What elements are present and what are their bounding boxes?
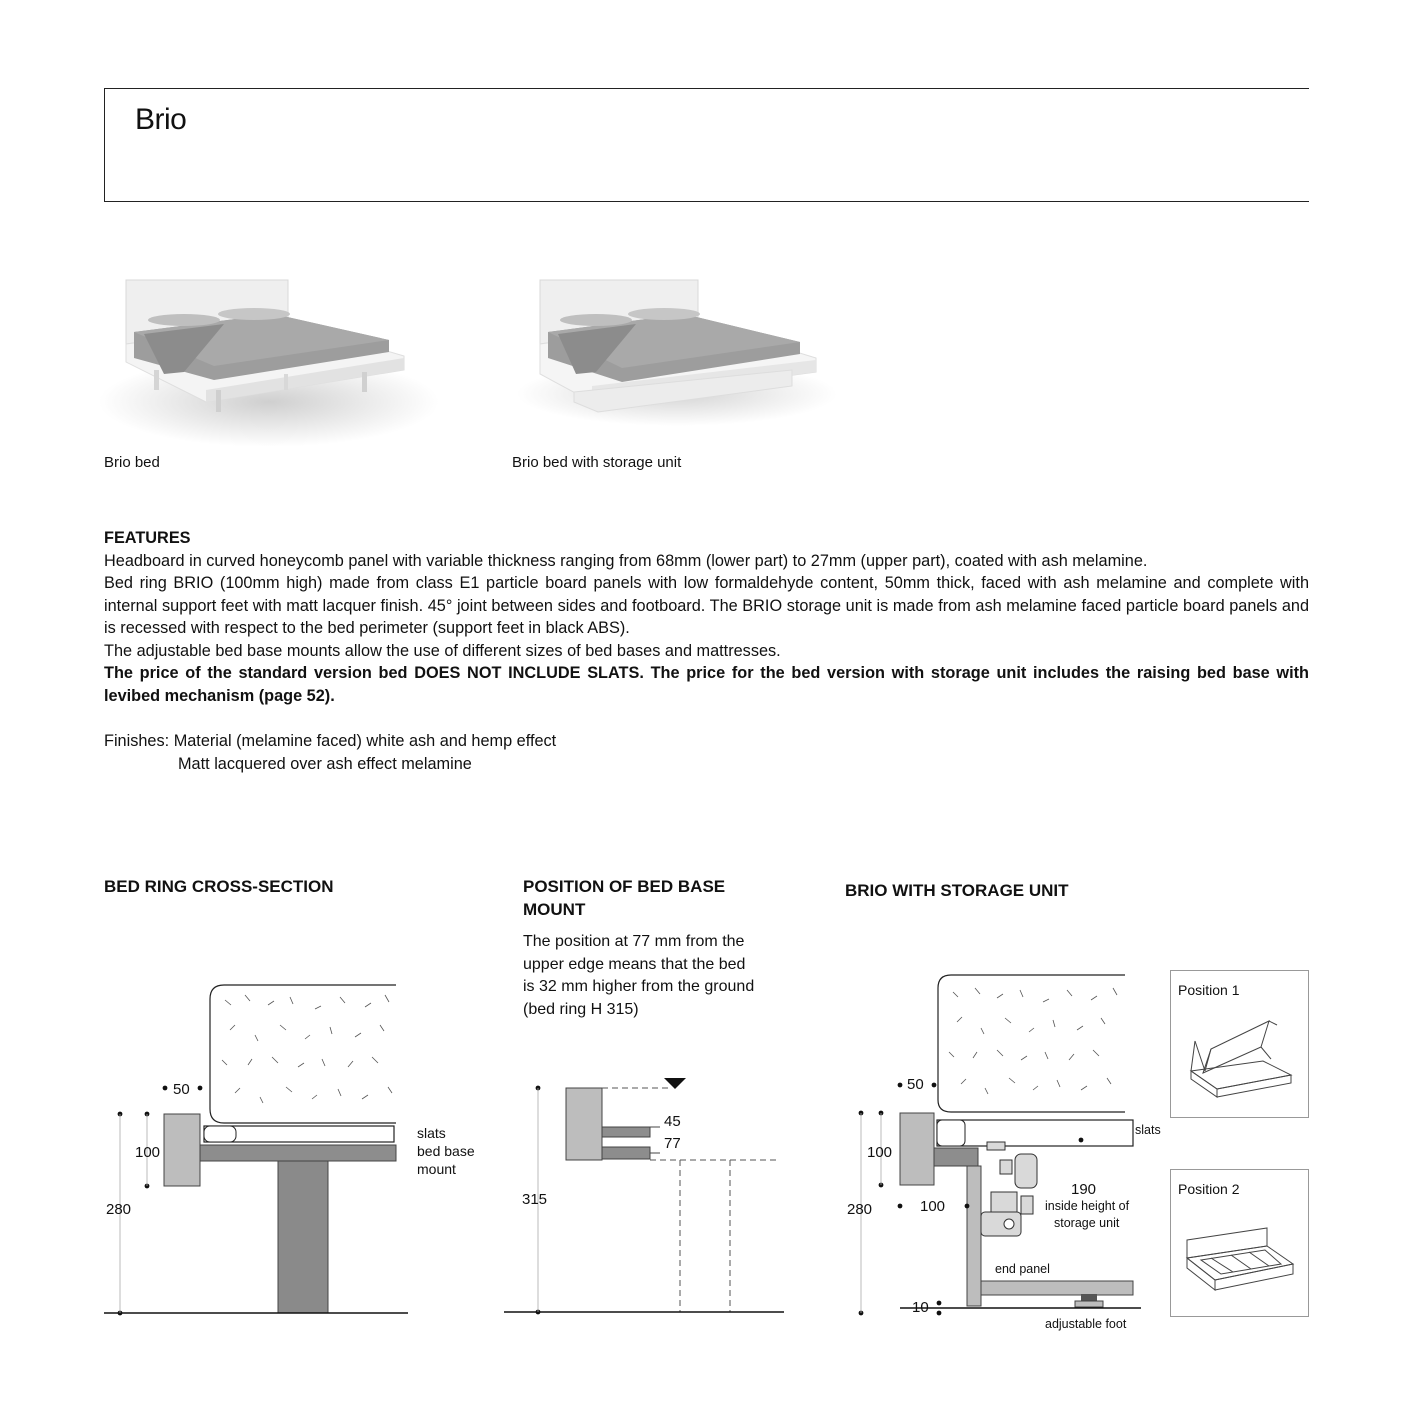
features-price-note: The price of the standard version bed DOES NOT INCLUDE SLATS. The price for the bed version with storage unit includes the raising bed base with levibed mechanism (page 52). — [104, 664, 1309, 705]
dim-50: 50 — [173, 1081, 190, 1098]
mount-position-note — [523, 931, 754, 1021]
note-line: is 32 mm higher from the ground — [523, 978, 755, 995]
dim-280: 280 — [847, 1201, 873, 1218]
position-1-box — [1170, 970, 1309, 1118]
mount-position-title — [523, 875, 725, 921]
storage-diagram — [845, 970, 1161, 1335]
note-line: upper edge means that the bed — [523, 955, 746, 973]
storage-title: BRIO WITH STORAGE UNIT — [845, 881, 1069, 900]
dim-100: 100 — [135, 1144, 161, 1161]
title-box — [104, 88, 1309, 202]
mount-title-line-2: MOUNT — [523, 900, 586, 919]
dim-190: 190 — [1071, 1181, 1097, 1198]
label-slats: slats — [1135, 1123, 1161, 1137]
product-caption-2: Brio bed with storage unit — [512, 454, 682, 471]
dim-315: 315 — [522, 1191, 548, 1208]
position-2-label: Position 2 — [1178, 1181, 1240, 1197]
dim-100: 100 — [867, 1144, 893, 1161]
mount-title-line-1: POSITION OF BED BASE — [523, 877, 726, 896]
position-1-label: Position 1 — [1178, 982, 1240, 998]
position-2-illustration — [1181, 1210, 1301, 1310]
label-adjustable-foot: adjustable foot — [1045, 1317, 1127, 1331]
inside-height-label: inside height of — [1045, 1199, 1130, 1213]
brio-storage-bed-image — [512, 262, 832, 430]
note-line: (bed ring H 315) — [523, 1000, 639, 1018]
features-paragraph: Bed ring BRIO (100mm high) made from class E1 particle board panels with low formaldehyde content, 50mm thick, faced with ash melamine and complete with internal support feet with matt lacquer finish. 45° joint between sides and footboard. The BRIO storage unit is made from ash melamine faced particle board panels and is recessed with respect to the bed perimeter (support feet in black ABS). — [104, 574, 1309, 637]
note-line: The position at 77 mm from the — [523, 933, 745, 950]
page-title: Brio — [135, 103, 187, 136]
brio-bed-image — [104, 262, 434, 452]
features-heading: FEATURES — [104, 529, 191, 547]
cross-section-diagram — [100, 975, 420, 1325]
label-bed-base: bed base — [417, 1143, 475, 1159]
dim-280: 280 — [106, 1201, 132, 1218]
mount-position-diagram — [500, 1070, 800, 1325]
label-mount: mount — [417, 1161, 456, 1177]
dim-100b: 100 — [920, 1198, 946, 1215]
cross-section-title: BED RING CROSS-SECTION — [104, 877, 334, 896]
cross-section-labels — [417, 1124, 475, 1178]
label-slats: slats — [417, 1125, 446, 1141]
features-paragraph: The adjustable bed base mounts allow the use of different sizes of bed bases and mattresses. — [104, 641, 781, 660]
features-paragraph: Headboard in curved honeycomb panel with variable thickness ranging from 68mm (lower part) to 27mm (upper part), coated with ash melamine. — [104, 551, 1148, 570]
dim-77: 77 — [664, 1135, 681, 1152]
finishes-section — [104, 730, 556, 775]
label-end-panel: end panel — [995, 1262, 1050, 1276]
dim-50: 50 — [907, 1076, 924, 1093]
features-section — [104, 527, 1309, 707]
product-caption-1: Brio bed — [104, 454, 160, 471]
dim-45: 45 — [664, 1113, 681, 1130]
finishes-line-2: Matt lacquered over ash effect melamine — [178, 754, 472, 773]
finishes-label: Finishes: — [104, 732, 170, 750]
finishes-line-1: Material (melamine faced) white ash and hemp effect — [173, 732, 557, 750]
dim-10: 10 — [912, 1299, 929, 1316]
position-1-illustration — [1181, 1011, 1301, 1111]
storage-unit-label: storage unit — [1054, 1216, 1120, 1230]
position-2-box — [1170, 1169, 1309, 1317]
